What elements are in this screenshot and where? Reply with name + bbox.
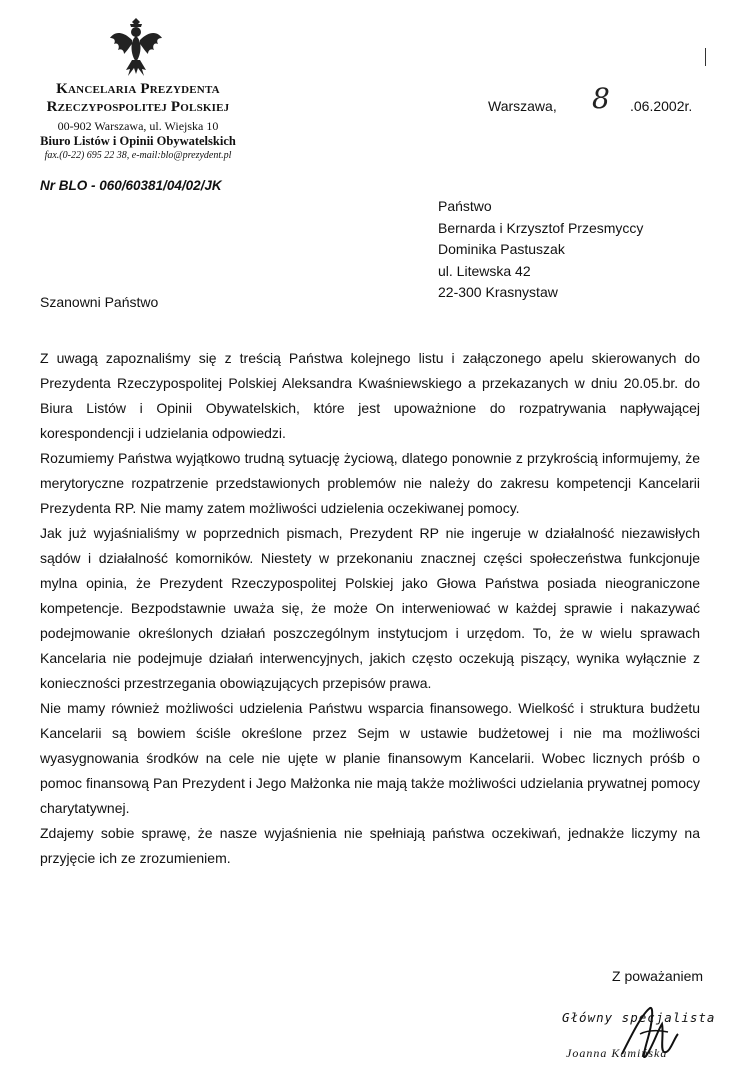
- paragraph: Nie mamy również możliwości udzielenia Państwu wsparcia finansowego. Wielkość i struktura budżetu Kancelarii są bowiem ściśle określone przez Sejm w ustawie budżetowej i nie ma możliwości wyasygnowania środków na cele nie ujęte w planie finansowym Kancelarii. Wobec licznych próśb o pomoc finansową Pan Prezydent i Jego Małżonka nie mają także możliwości udzielania prywatnej pomocy charytatywnej.: [40, 700, 700, 816]
- polish-eagle-emblem-icon: [108, 18, 164, 78]
- institution-name-line1: Kancelaria Prezydenta: [56, 81, 220, 97]
- salutation: Szanowni Państwo: [40, 294, 159, 310]
- recipient-line: 22-300 Krasnystaw: [438, 284, 558, 300]
- institution-address: 00-902 Warszawa, ul. Wiejska 10: [57, 119, 219, 133]
- handwritten-signature-icon: [612, 994, 702, 1074]
- recipient-address: [438, 196, 643, 304]
- paragraph: Zdajemy sobie sprawę, że nasze wyjaśnienia nie spełniają państwa oczekiwań, jednakże liczymy na przyjęcie ich ze zrozumieniem.: [40, 825, 700, 866]
- recipient-line: Państwo: [438, 198, 492, 214]
- paragraph: Jak już wyjaśnialiśmy w poprzednich pismach, Prezydent RP nie ingeruje w działalność niezawisłych sądów i działalność komorników. Niestety w przekonaniu znacznej części społeczeństwa funkcjonuje mylna opinia, że Prezydent Rzeczypospolitej Polskiej jako Głowa Państwa posiada nieograniczone kompetencje. Bezpodstawnie uważa się, że może On interweniować w każdej sprawie i nakazywać podejmowanie określonych działań poszczególnym instytucjom i urzędom. To, że w wielu sprawach Kancelaria nie podejmuje działań interwencyjnych, jakich często oczekują piszący, wynika wyłącznie z konieczności przestrzegania obowiązujących przepisów prawa.: [40, 525, 700, 691]
- signatory-title: Główny specjalista: [562, 1010, 716, 1025]
- recipient-line: Bernarda i Krzysztof Przesmyccy: [438, 219, 644, 236]
- date-day-handwritten: 8: [592, 82, 610, 115]
- letterhead: [14, 80, 262, 162]
- contact-info: fax.(0-22) 695 22 38, e-mail:blo@prezydent.pl: [44, 150, 232, 161]
- reference-number: Nr BLO - 060/60381/04/02/JK: [40, 178, 222, 193]
- paragraph: Z uwagą zapoznaliśmy się z treścią Państwa kolejnego listu i załączonego apelu skierowanych do Prezydenta Rzeczypospolitej Polskiej Aleksandra Kwaśniewskiego a przekazanych w dniu 20.05.br. do Biura Listów i Opinii Obywatelskich, które jest upoważnione do rozpatrywania napływającej korespondencji i udzielania odpowiedzi.: [40, 350, 700, 441]
- date-month-year: .06.2002r.: [630, 98, 693, 114]
- recipient-line: ul. Litewska 42: [438, 262, 531, 279]
- institution-name-line2: Rzeczypospolitej Polskiej: [46, 99, 230, 115]
- signatory-name: Joanna Kamińska: [566, 1046, 668, 1060]
- recipient-line: Dominika Pastuszak: [438, 241, 565, 257]
- date-place: Warszawa,: [488, 98, 557, 114]
- paragraph: Rozumiemy Państwa wyjątkowo trudną sytuację życiową, dlatego ponownie z przykrością informujemy, że merytoryczne rozpatrzenie przedstawionych problemów nie należy do zakresu kompetencji Kancelarii Prezydenta RP. Nie mamy zatem możliwości udzielenia oczekiwanej pomocy.: [40, 450, 700, 516]
- edge-mark: [705, 48, 706, 66]
- department-name: Biuro Listów i Opinii Obywatelskich: [40, 134, 236, 148]
- letter-body: [40, 346, 700, 871]
- closing: Z poważaniem: [612, 968, 704, 984]
